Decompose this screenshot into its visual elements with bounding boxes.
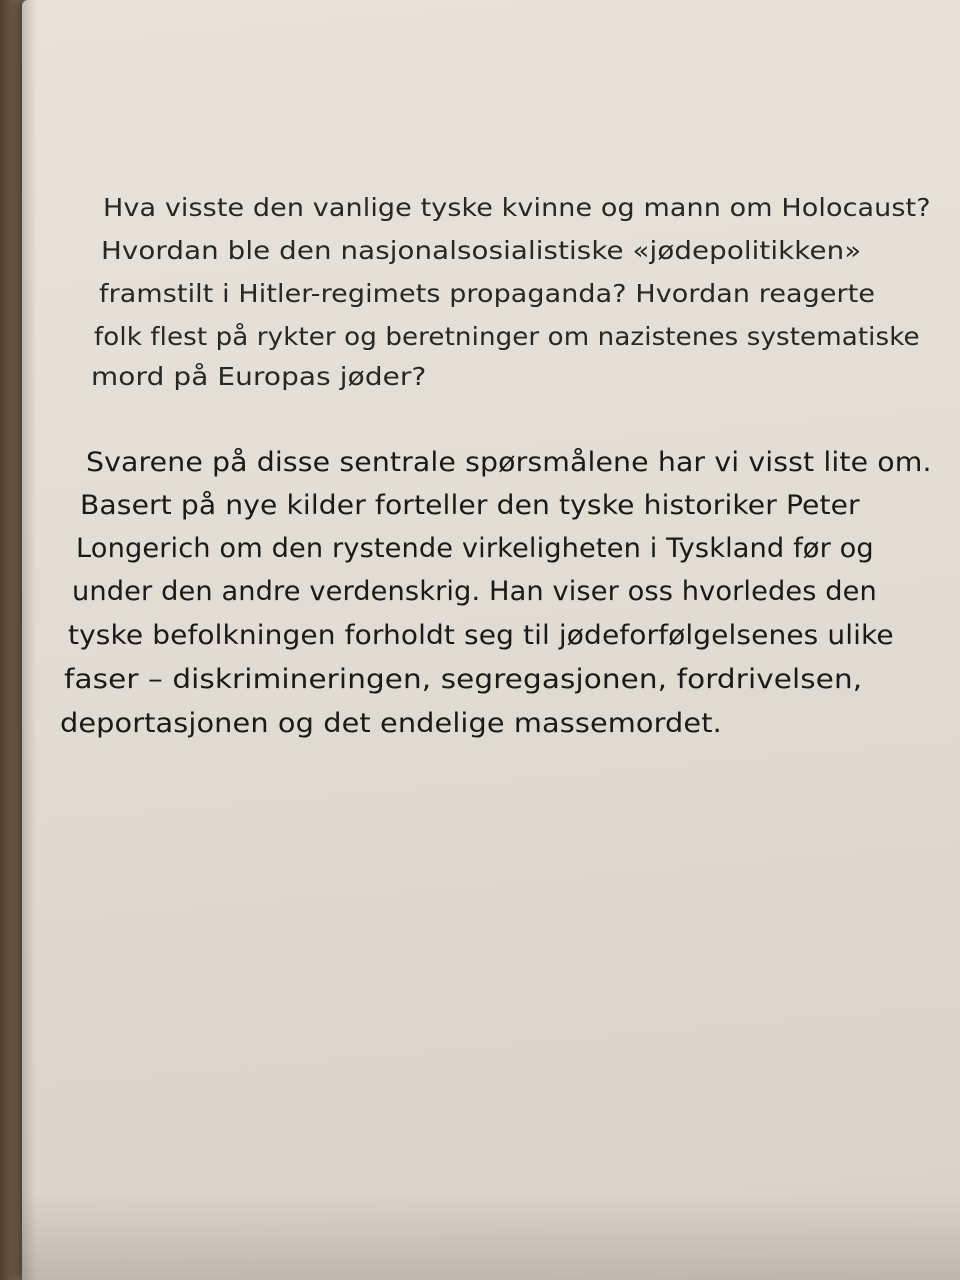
text-line: Basert på nye kilder forteller den tyske historiker Peter (80, 490, 860, 521)
text-line: Svarene på disse sentrale spørsmålene har vi visst lite om. (86, 447, 932, 478)
book-back-cover (22, 0, 960, 1280)
text-line: mord på Europas jøder? (91, 362, 427, 391)
text-line: folk flest på rykter og beretninger om nazistenes systematiske (94, 322, 920, 351)
text-line: tyske befolkningen forholdt seg til jødeforfølgelsenes ulike (68, 620, 894, 651)
text-line: framstilt i Hitler-regimets propaganda? Hvordan reagerte (99, 279, 876, 308)
text-line: Longerich om den rystende virkeligheten i Tyskland før og (76, 533, 874, 564)
text-line: Hvordan ble den nasjonalsosialistiske «jødepolitikken» (101, 236, 862, 265)
text-line: faser – diskrimineringen, segregasjonen, fordrivelsen, (64, 664, 863, 695)
text-line: Hva visste den vanlige tyske kvinne og mann om Holocaust? (103, 193, 931, 222)
text-line: under den andre verdenskrig. Han viser oss hvorledes den (72, 576, 877, 607)
text-line: deportasjonen og det endelige massemordet. (60, 708, 722, 739)
